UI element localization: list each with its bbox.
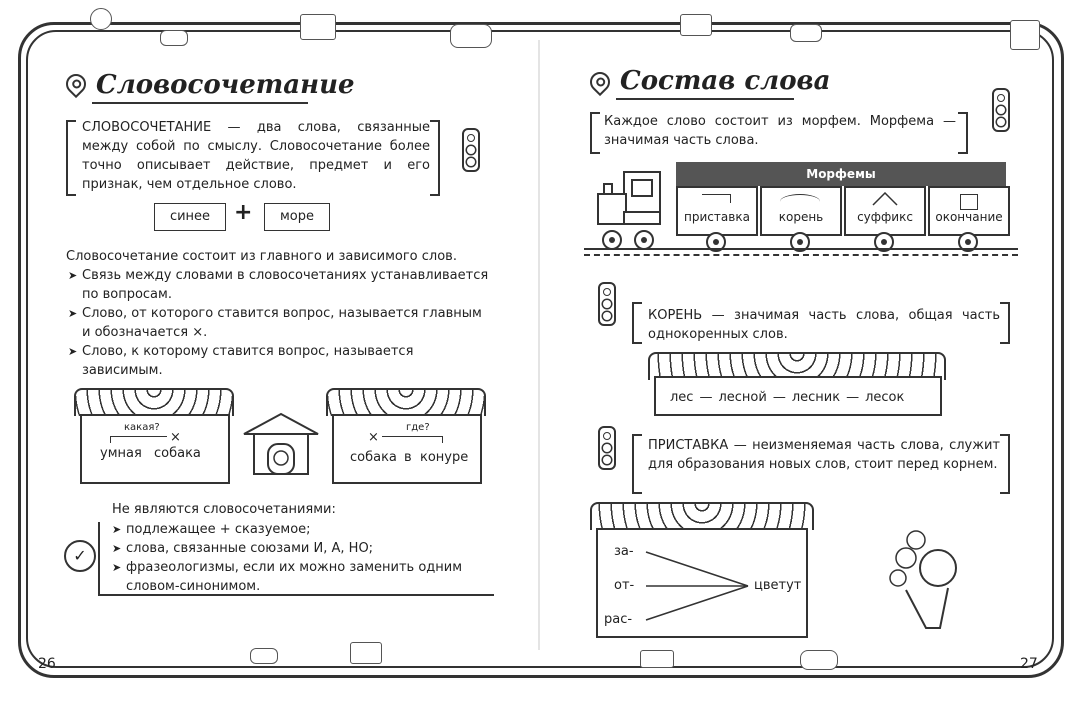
rule-bullet-3: ➤ Слово, к которому ставится вопрос, называется зависимым. (82, 342, 492, 380)
root-word: лесной (718, 390, 767, 405)
ending-sign (960, 194, 978, 210)
bracket-right (430, 120, 440, 196)
prefix-sign (702, 194, 731, 203)
root-word: лесник (791, 390, 841, 405)
traffic-light-icon (462, 128, 480, 172)
consists-text: Словосочетание состоит из главного и зависимого слов. (66, 249, 457, 264)
morpheme-label: суффикс (857, 210, 913, 224)
target-word: цветут (754, 578, 802, 593)
preposition: в (404, 450, 412, 465)
wheel (602, 230, 622, 250)
not-phrase-item-1: ➤ подлежащее + сказуемое; (126, 520, 496, 539)
main-word: собака (154, 446, 201, 461)
bracket-left (66, 120, 76, 196)
question-label: какая? (124, 422, 160, 433)
root-word: лес (670, 390, 694, 405)
title-underline (92, 102, 308, 104)
flowers-icon (876, 520, 976, 632)
van-icon (800, 650, 838, 670)
car-icon (790, 24, 822, 42)
dog-icon (240, 410, 322, 476)
house-1 (80, 414, 230, 484)
house-roof (74, 388, 234, 416)
wheel (634, 230, 654, 250)
morpheme-label: корень (778, 210, 824, 224)
morpheme-car-prefix (676, 186, 758, 236)
plus-sign: + (234, 200, 253, 225)
main-word: собака (350, 450, 397, 465)
suffix-sign (872, 192, 898, 206)
building-icon (680, 14, 712, 36)
dash: — (846, 390, 860, 405)
title-underline (616, 98, 794, 100)
rule-bullet-1: ➤ Связь между словами в словосочетаниях устанавливается по вопросам. (82, 266, 492, 304)
book-spine (538, 40, 540, 650)
note-bottom-line (98, 594, 494, 596)
example-word-1: синее (154, 203, 226, 231)
morphemes-header: Морфемы (676, 162, 1006, 186)
not-phrase-item-3: ➤ фразеологизмы, если их можно заменить одним словом-синонимом. (126, 558, 496, 596)
dash: — (772, 390, 786, 405)
building-icon (300, 14, 336, 40)
girl-with-flowers-illustration (876, 520, 976, 632)
tree-icon (90, 8, 112, 30)
house-roof (326, 388, 486, 416)
root-word: лесок (865, 390, 905, 405)
question-arrow (110, 436, 167, 443)
doghouse-illustration (240, 410, 322, 476)
rule-bullet-2: ➤ Слово, от которого ставится вопрос, называется главным и обозначается ×. (82, 304, 492, 342)
prefix-arrows (644, 548, 754, 624)
morpheme-car-ending (928, 186, 1010, 236)
page-number-left: 26 (38, 656, 56, 672)
traffic-light-icon (598, 426, 616, 470)
main-word-mark: × (368, 430, 379, 445)
morpheme-label: окончание (935, 210, 1003, 224)
root-definition: КОРЕНЬ — значимая часть слова, общая часть однокоренных слов. (648, 308, 1000, 342)
bracket-left (632, 302, 642, 344)
root-words-house (654, 376, 942, 416)
left-page-title: Словосочетание (96, 70, 355, 100)
not-phrases-title: Не являются словосочетаниями: (112, 502, 336, 517)
question-label: где? (406, 422, 430, 433)
rail-track (584, 248, 1018, 250)
prefix-house (596, 528, 808, 638)
car-icon (160, 30, 188, 46)
building-icon (350, 642, 382, 664)
right-page-title: Состав слова (620, 66, 831, 96)
note-left-line (98, 522, 100, 596)
prefix-word: рас- (604, 612, 633, 627)
traffic-light-icon (992, 88, 1010, 132)
morpheme-car-root (760, 186, 842, 236)
bracket-right (1000, 434, 1010, 494)
morpheme-intro: Каждое слово состоит из морфем. Морфема — значимая часть слова. (604, 114, 956, 148)
house-icon (1010, 20, 1040, 50)
question-arrow (382, 436, 443, 443)
not-phrase-item-2: ➤ слова, связанные союзами И, А, НО; (126, 539, 496, 558)
prefix-definition: ПРИСТАВКА — неизменяемая часть слова, служит для образования новых слов, стоит перед корнем. (648, 438, 1000, 472)
traffic-light-icon (598, 282, 616, 326)
prefix-word: за- (614, 544, 634, 559)
morpheme-car-suffix (844, 186, 926, 236)
house-roof (590, 502, 814, 530)
bracket-right (1000, 302, 1010, 344)
bracket-left (590, 112, 600, 154)
check-icon: ✓ (64, 540, 96, 572)
van-icon (450, 24, 492, 48)
car-icon (250, 648, 278, 664)
dependent-word: конуре (420, 450, 469, 465)
bracket-right (958, 112, 968, 154)
dependent-word: умная (100, 446, 142, 461)
bracket-left (632, 434, 642, 494)
page-number-right: 27 (1020, 656, 1038, 672)
root-sign (780, 194, 820, 209)
house-2 (332, 414, 482, 484)
morpheme-label: приставка (684, 210, 750, 224)
root-words-row (670, 390, 904, 405)
definition-text: СЛОВОСОЧЕТАНИЕ — два слова, связанные между собой по смыслу. Словосочетание более точно описывает действие, предмет и его признак, чем отдельное слово. (82, 120, 430, 192)
building-icon (640, 650, 674, 668)
rail-sleepers (584, 254, 1018, 256)
train-engine (594, 170, 666, 236)
main-word-mark: × (170, 430, 181, 445)
dash: — (699, 390, 713, 405)
locomotive-icon (594, 170, 666, 236)
example-word-2: море (264, 203, 330, 231)
prefix-word: от- (614, 578, 635, 593)
